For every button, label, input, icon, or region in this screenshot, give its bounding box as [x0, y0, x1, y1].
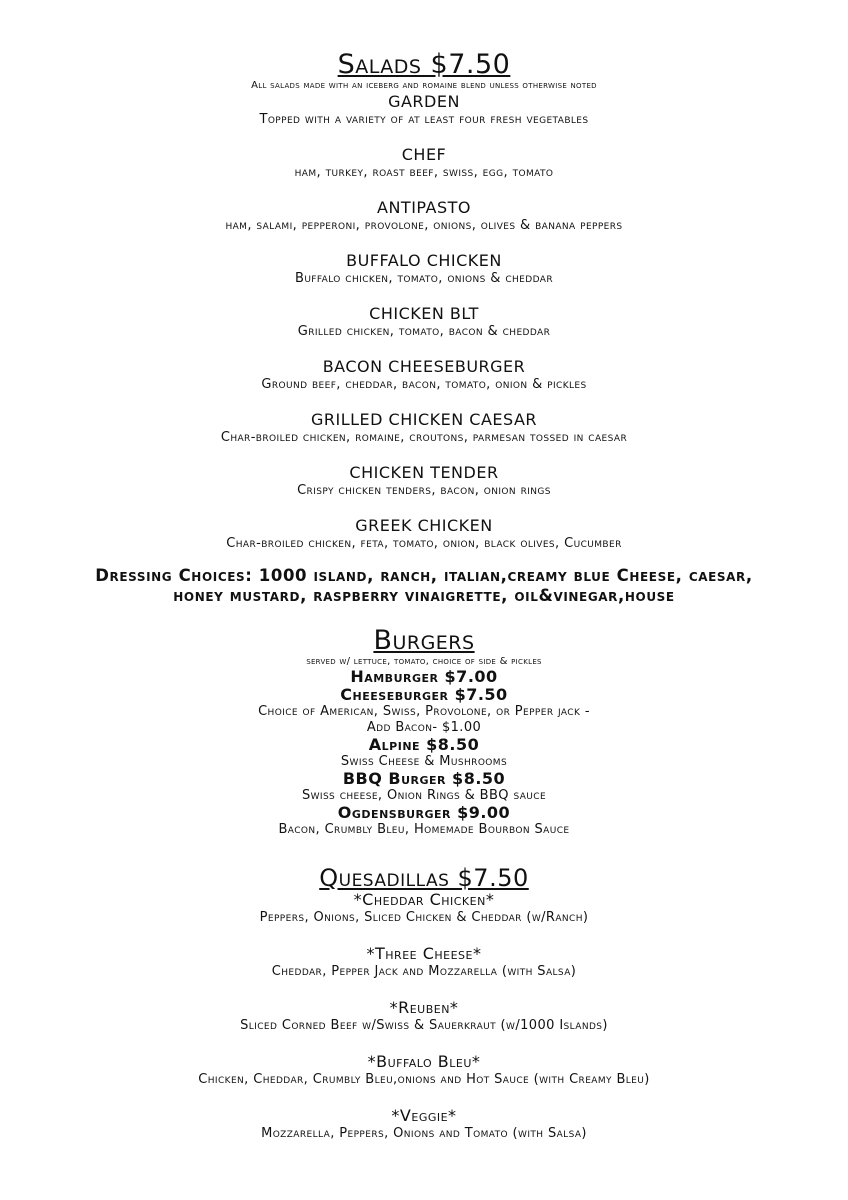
salads-title: Salads $7.50 [337, 49, 511, 80]
salad-name: CHICKEN TENDER [349, 463, 499, 482]
burger-name: Alpine $8.50 [368, 735, 480, 754]
dressing-choices [44, 566, 804, 606]
salad-name: GRILLED CHICKEN CAESAR [310, 410, 538, 429]
salad-item [0, 357, 848, 393]
dressing-line: Dressing Choices: 1000 island, ranch, italian,creamy blue Cheese, caesar, [95, 566, 753, 585]
salad-desc: Char-broiled chicken, romaine, croutons, parmesan tossed in caesar [220, 430, 628, 445]
burger-name: Hamburger $7.00 [350, 667, 498, 686]
salad-name: ANTIPASTO [377, 198, 471, 217]
salad-desc: Grilled chicken, tomato, bacon & cheddar [297, 324, 551, 339]
burger-name: Ogdensburger $9.00 [337, 803, 511, 822]
salad-item [0, 198, 848, 234]
salad-name: GARDEN [388, 92, 460, 111]
quesadilla-desc: Peppers, Onions, Sliced Chicken & Cheddar (w/Ranch) [259, 910, 589, 925]
salad-name: CHICKEN BLT [369, 304, 479, 323]
quesadilla-desc: Mozzarella, Peppers, Onions and Tomato (with Salsa) [261, 1126, 587, 1141]
burger-name: Cheeseburger $7.50 [340, 685, 508, 704]
quesadilla-item [0, 945, 848, 980]
quesadilla-desc: Sliced Corned Beef w/Swiss & Sauerkraut (w/1000 Islands) [240, 1018, 608, 1033]
burgers-section [0, 626, 848, 838]
salad-name: BACON CHEESEBURGER [322, 357, 526, 376]
salads-note: All salads made with an iceberg and romaine blend unless otherwise noted [251, 80, 597, 91]
salad-name: CHEF [401, 145, 447, 164]
salad-desc: ham, turkey, roast beef, swiss, egg, tomato [294, 165, 554, 180]
salad-desc: Topped with a variety of at least four fresh vegetables [259, 112, 589, 127]
quesadilla-name: *Buffalo Bleu* [367, 1052, 481, 1071]
salad-desc: Crispy chicken tenders, bacon, onion rings [297, 483, 551, 498]
salad-desc: Char-broiled chicken, feta, tomato, onion, black olives, Cucumber [226, 536, 622, 551]
burger-desc: Swiss cheese, Onion Rings & BBQ sauce [301, 788, 547, 803]
quesadilla-desc: Cheddar, Pepper Jack and Mozzarella (with Salsa) [271, 964, 577, 979]
salad-name: GREEK CHICKEN [355, 516, 493, 535]
burgers-note: served w/ lettuce, tomato, choice of side & pickles [306, 656, 542, 667]
salad-desc: ham, salami, pepperoni, provolone, onions, olives & banana peppers [225, 218, 623, 233]
salad-name: BUFFALO CHICKEN [346, 251, 502, 270]
salad-desc: Ground beef, cheddar, bacon, tomato, onion & pickles [261, 377, 587, 392]
quesadilla-desc: Chicken, Cheddar, Crumbly Bleu,onions and Hot Sauce (with Creamy Bleu) [198, 1072, 650, 1087]
quesadilla-item [0, 891, 848, 926]
salad-desc: Buffalo chicken, tomato, onions & cheddar [295, 271, 553, 286]
salad-item [0, 463, 848, 499]
quesadilla-name: *Reuben* [389, 998, 459, 1017]
salad-item [0, 304, 848, 340]
burger-name: BBQ Burger $8.50 [342, 769, 506, 788]
burger-desc: Swiss Cheese & Mushrooms [340, 754, 508, 769]
salad-item [0, 145, 848, 181]
quesadilla-name: *Veggie* [391, 1106, 457, 1125]
quesadilla-item [0, 1107, 848, 1142]
salad-item [0, 516, 848, 552]
quesadilla-item [0, 1053, 848, 1088]
quesadillas-section [0, 865, 848, 1142]
burger-desc: Bacon, Crumbly Bleu, Homemade Bourbon Sauce [278, 822, 570, 837]
burger-desc: Add Bacon- $1.00 [366, 720, 482, 735]
quesadilla-name: *Cheddar Chicken* [353, 890, 495, 909]
dressing-line: honey mustard, raspberry vinaigrette, oil&vinegar,house [173, 586, 675, 605]
burgers-title: Burgers [373, 625, 475, 656]
salad-item [0, 251, 848, 287]
quesadillas-title: Quesadillas $7.50 [319, 864, 529, 892]
burger-desc: Choice of American, Swiss, Provolone, or Pepper jack - [258, 704, 590, 719]
salad-item [0, 410, 848, 446]
quesadilla-item [0, 999, 848, 1034]
salad-item [0, 92, 848, 128]
quesadilla-name: *Three Cheese* [366, 944, 482, 963]
